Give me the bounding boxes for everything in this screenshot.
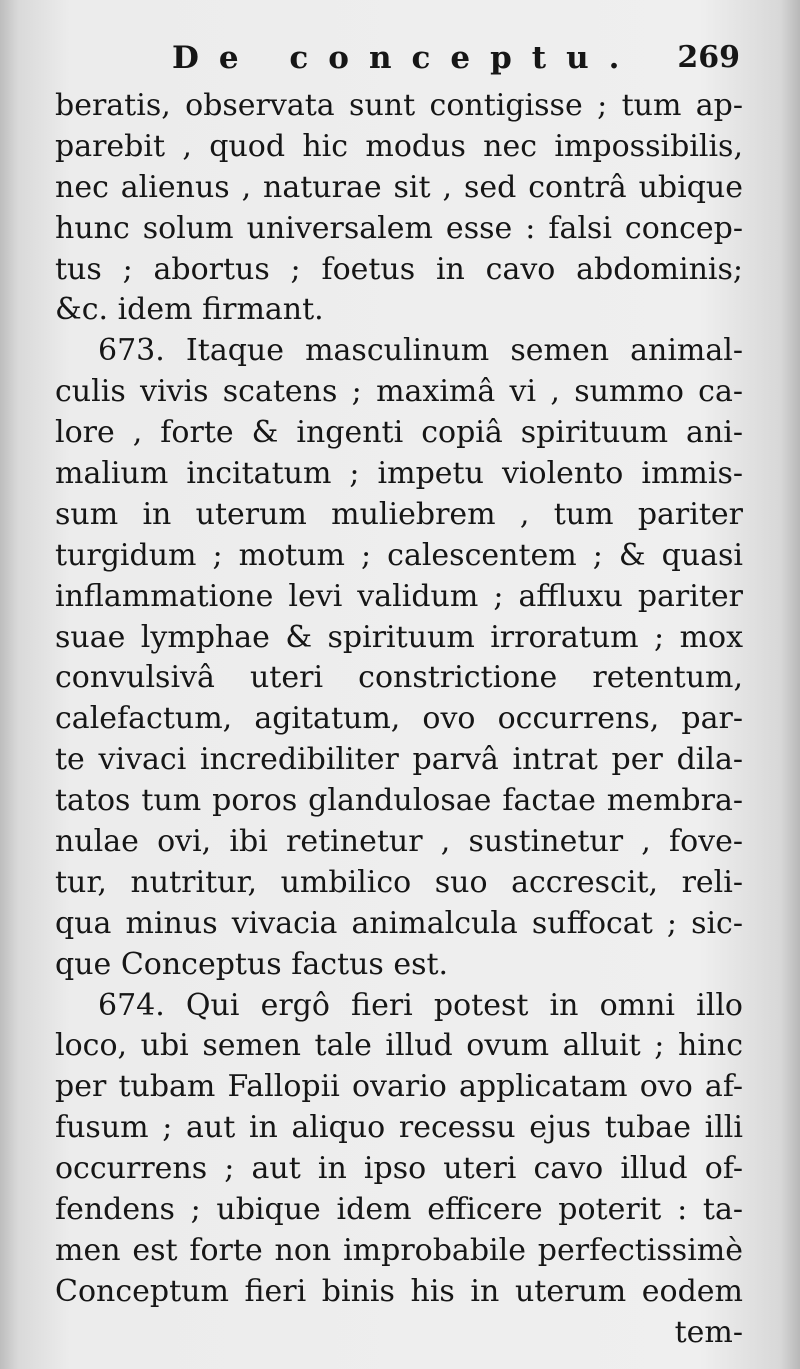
text-line: hunc solum universalem esse : falsi concep-	[55, 210, 743, 246]
text-line: calefactum, agitatum, ovo occurrens, par-	[55, 701, 743, 737]
text-line: malium incitatum ; impetu violento immis-	[55, 456, 743, 492]
text-line: loco, ubi semen tale illud ovum alluit ; hinc	[55, 1028, 743, 1064]
text-line: nulae ovi, ibi retinetur , sustinetur , fove-	[55, 824, 743, 860]
text-line: qua minus vivacia animalcula suffocat ; sic-	[55, 905, 743, 941]
text-line: convulsivâ uteri constrictione retentum,	[55, 660, 743, 696]
text-line: occurrens ; aut in ipso uteri cavo illud of-	[55, 1151, 743, 1187]
text-line: beratis, observata sunt contigisse ; tum ap-	[55, 88, 743, 123]
text-line: culis vivis scatens ; maximâ vi , summo ca-	[55, 374, 743, 410]
text-line: lore , forte & ingenti copiâ spirituum ani-	[55, 415, 743, 451]
text-line: fusum ; aut in aliquo recessu ejus tubae illi	[55, 1110, 743, 1146]
page-number: 269	[677, 40, 740, 75]
text-line: nec alienus , naturae sit , sed contrâ ubique	[55, 169, 743, 205]
text-line: men est forte non improbabile perfectissimè	[55, 1232, 743, 1268]
text-line: fendens ; ubique idem efficere poterit : ta-	[55, 1192, 743, 1228]
text-line: inflammatione levi validum ; affluxu pariter	[55, 578, 743, 614]
text-line: que Conceptus factus est.	[55, 946, 449, 982]
text-line: tatos tum poros glandulosae factae membra-	[55, 783, 743, 819]
running-header	[172, 40, 740, 90]
text-line: 673. Itaque masculinum semen animal-	[98, 333, 743, 369]
running-title: De conceptu.	[172, 40, 640, 76]
text-line: turgidum ; motum ; calescentem ; & quasi	[55, 537, 743, 573]
text-line: sum in uterum muliebrem , tum pariter	[55, 496, 743, 532]
text-line: tur, nutritur, umbilico suo accrescit, reli-	[55, 864, 743, 900]
text-line: Conceptum fieri binis his in uterum eodem	[55, 1273, 743, 1309]
body-text	[55, 86, 743, 1354]
text-line: per tubam Fallopii ovario applicatam ovo af-	[55, 1069, 743, 1105]
text-line: te vivaci incredibiliter parvâ intrat per dila-	[55, 742, 743, 778]
text-line: suae lymphae & spirituum irroratum ; mox	[55, 619, 743, 655]
text-line: tus ; abortus ; foetus in cavo abdominis;	[55, 251, 743, 287]
text-line: &c. idem firmant.	[55, 292, 324, 328]
text-line: parebit , quod hic modus nec impossibilis,	[55, 128, 743, 164]
text-line: 674. Qui ergô fieri potest in omni illo	[98, 987, 743, 1023]
text-line: tem-	[674, 1314, 743, 1350]
